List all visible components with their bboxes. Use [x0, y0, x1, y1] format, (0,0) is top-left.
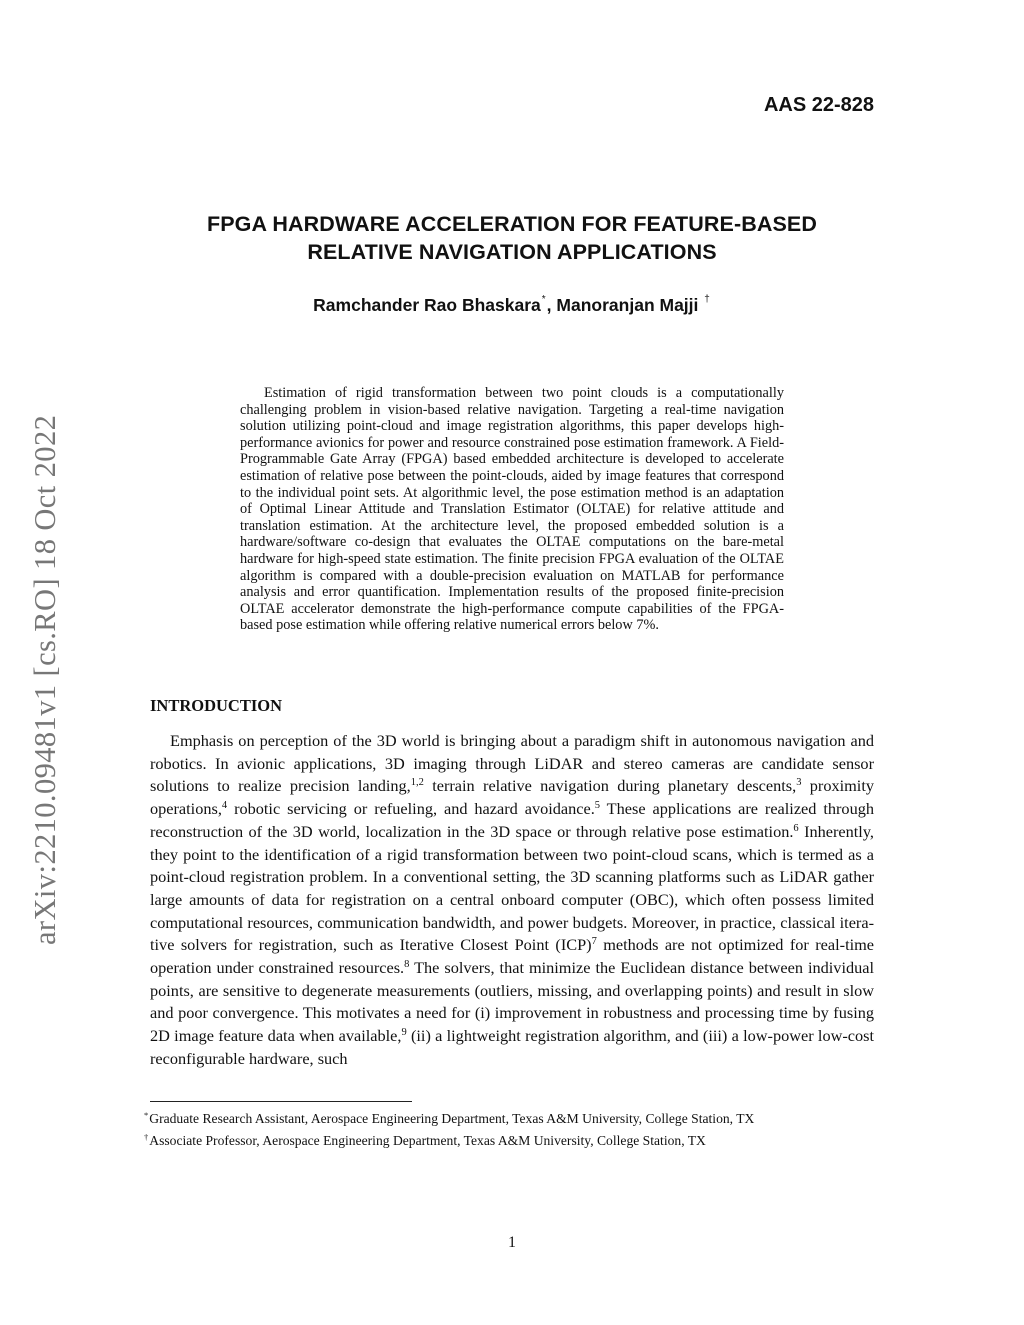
footnote-mark: * [144, 1110, 149, 1120]
author-name: Ramchander Rao Bhaskara [313, 295, 541, 315]
intro-text-run: The solvers, that minimize the Euclidean distance between individual points, are sensitive to degenerate measurements (outliers, missing, and overlapping points) and result in slow and poor convergence. This motivates a need for (i) improvement in robustness and processing time by fusing 2D image feature data when available, [150, 958, 874, 1046]
author-footnote-mark: * [541, 294, 546, 305]
citation-mark: 9 [401, 1027, 407, 1039]
arxiv-stamp: arXiv:2210.09481v1 [cs.RO] 18 Oct 2022 [28, 414, 62, 945]
title-line-2: RELATIVE NAVIGATION APPLICATIONS [307, 240, 717, 264]
citation-mark: 6 [793, 822, 799, 834]
intro-text-run: Emphasis on perception of the 3D world is bringing about a paradigm shift in autonomous navigation and robotics. In avionic applications, 3D imaging through LiDAR and stereo cameras are candidate sensor solutions to realize precision landing, [150, 731, 874, 796]
author-name: Manoranjan Majji [556, 295, 699, 315]
intro-paragraph [150, 730, 874, 1071]
footnote-rule [150, 1101, 412, 1102]
footnote [144, 1106, 890, 1128]
intro-text-run: terrain relative navigation during planetary descents, [423, 776, 797, 796]
intro-text-run: Inherently, they point to the identification of a rigid transformation between two point-cloud scans, which is termed as a point-cloud registration problem. In a conventional setting, the 3D scanning platforms such as LiDAR gather large amounts of data for registration on a central onboard computer (OBC), which often possess limited computational resources, communication bandwidth, and power budgets. Moreover, in practice, classical iterative solvers for registration, such as Iterative Closest Point (ICP) [150, 821, 874, 955]
intro-text-run: These applications are realized through reconstruction of the 3D world, localization in the 3D space or through relative pose estimation. [150, 799, 874, 841]
title-line-1: FPGA HARDWARE ACCELERATION FOR FEATURE-BASED [207, 212, 817, 236]
intro-text-run: proximity operations, [150, 776, 874, 819]
citation-mark: 8 [404, 959, 410, 971]
abstract: Estimation of rigid transformation between two point clouds is a computationally challenging problem in vision-based relative navigation. Targeting a real-time navigation solution utilizing point-cloud and image registration algorithms, this paper develops high-performance avionics for power and resource constrained pose estimation framework. A Field-Programmable Gate Array (FPGA) based embedded architecture is developed to accelerate estimation of relative pose between the point-clouds, aided by image features that correspond to the individual point sets. At algorithmic level, the pose estimation method is an adaptation of Optimal Linear Attitude and Translation Estimator (OLTAE) for relative attitude and translation estimation. At the architecture level, the proposed embedded solution is a hardware/software co-design that evaluates the OLTAE computations on the bare-metal hardware for high-speed state estimation. The finite precision FPGA evaluation of the OLTAE algorithm is compared with a double-precision evaluation on MATLAB for performance analysis and error quantification. Implementation results of the proposed finite-precision OLTAE accelerator demonstrate the high-performance compute capabilities of the FPGA-based pose estimation while offering relative numerical errors below 7%. [240, 385, 784, 634]
intro-text-run: robotic servicing or refueling, and hazard avoidance. [227, 799, 595, 819]
footnote-text: Graduate Research Assistant, Aerospace Engineering Department, Texas A&M University, College Station, TX [149, 1111, 755, 1126]
author-list [0, 294, 1024, 316]
citation-mark: 1,2 [410, 777, 424, 789]
footnote-text: Associate Professor, Aerospace Engineering Department, Texas A&M University, College Station, TX [149, 1133, 706, 1148]
intro-text-run: (ii) a lightweight registration algorithm, and (iii) a low-power low-cost reconfigurable hardware, such [150, 1026, 874, 1068]
page-number: 1 [508, 1234, 516, 1251]
section-heading: INTRODUCTION [150, 696, 283, 715]
citation-mark: 4 [221, 800, 228, 812]
footnote-mark: † [144, 1132, 149, 1142]
footnotes [144, 1106, 890, 1150]
citation-mark: 3 [796, 777, 802, 789]
author-separator: , [546, 295, 552, 315]
paper-title [0, 210, 1024, 266]
citation-mark: 7 [591, 936, 597, 948]
citation-mark: 5 [594, 800, 601, 812]
intro-text-run: methods are not optimized for real-time operation under constrained resources. [150, 935, 875, 978]
footnote [144, 1128, 890, 1150]
author-footnote-mark: † [704, 294, 710, 305]
report-number: AAS 22-828 [763, 94, 874, 116]
